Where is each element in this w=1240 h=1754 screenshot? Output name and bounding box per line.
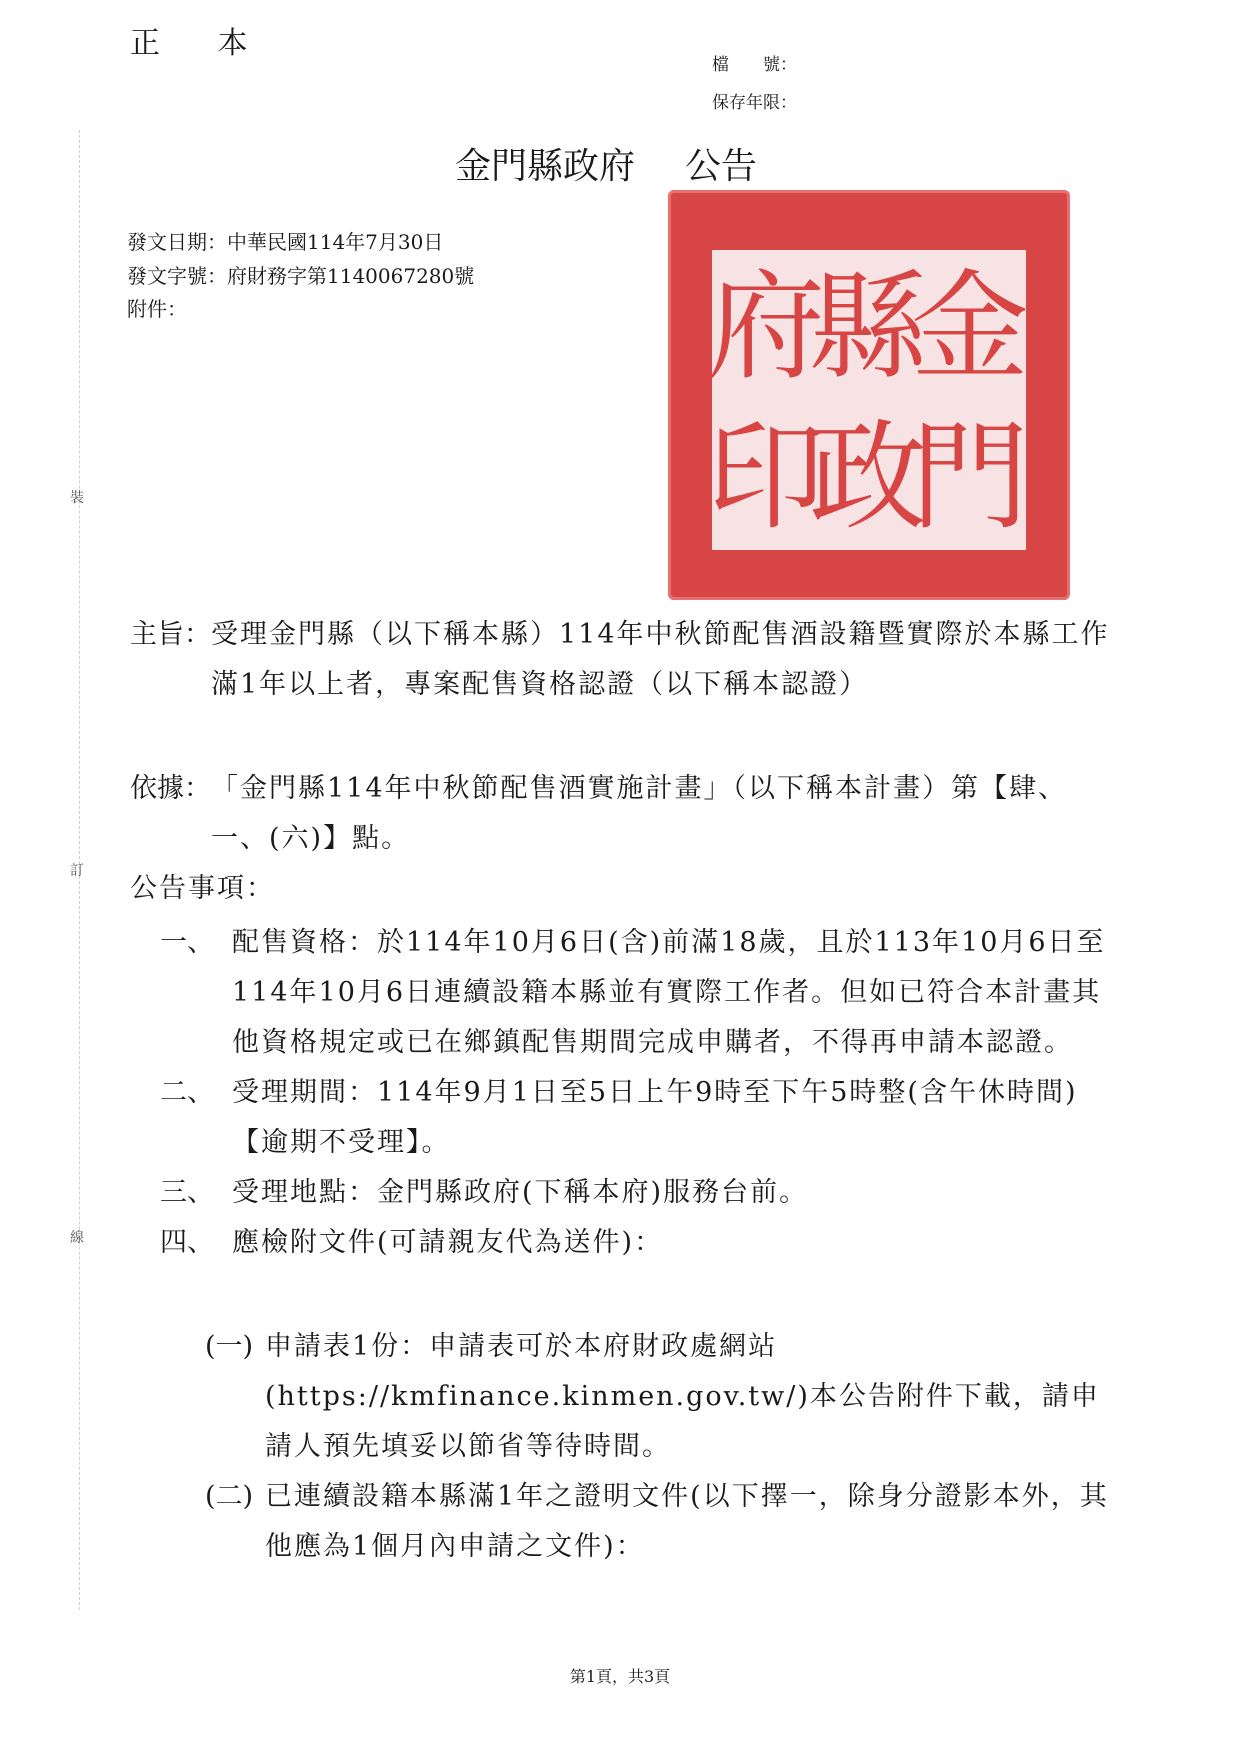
- document-number: 發文字號：府財務字第1140067280號: [127, 264, 475, 288]
- seal-char: 府: [706, 258, 826, 396]
- subitem-number: (二): [205, 1481, 254, 1512]
- retention-label: 保存年限：: [712, 93, 797, 113]
- subitem-number: (一): [205, 1331, 254, 1362]
- item-number: 三、: [160, 1177, 214, 1208]
- binding-mark-zhuang: 裝: [70, 490, 84, 506]
- subject-section: [130, 610, 1110, 710]
- item-text: 受理地點：金門縣政府(下稱本府)服務台前。: [232, 1177, 809, 1208]
- item-text: 受理期間：114年9月1日至5日上午9時至下午5時整(含午休時間)【逾期不受理】。: [232, 1077, 1078, 1158]
- copy-mark: 正 本: [130, 26, 272, 61]
- seal-char: 印: [706, 408, 826, 546]
- binding-mark-ding: 訂: [70, 863, 84, 879]
- notice-subitem: [205, 1322, 1110, 1472]
- basis-label: 依據：: [130, 773, 211, 804]
- seal-char: 縣: [808, 258, 928, 396]
- seal-char: 金: [910, 258, 1030, 396]
- basis-text: 「金門縣114年中秋節配售酒實施計畫」（以下稱本計畫）第【肆、一、(六)】點。: [211, 773, 1068, 854]
- title-org: 金門縣政府: [455, 146, 636, 187]
- notice-item: [160, 1068, 1110, 1168]
- item-number: 二、: [160, 1077, 214, 1108]
- seal-graphic: [668, 190, 1070, 600]
- notice-item: [160, 1218, 1110, 1268]
- notice-items: [160, 918, 1110, 1268]
- subject-text: 受理金門縣（以下稱本縣）114年中秋節配售酒設籍暨實際於本縣工作滿1年以上者，專案配售資格認證（以下稱本認證）: [211, 619, 1110, 700]
- item-number: 四、: [160, 1227, 214, 1258]
- file-number-label: 檔 號：: [712, 55, 797, 75]
- attachment-label: 附件：: [127, 297, 187, 321]
- notice-item: [160, 918, 1110, 1068]
- seal-char: 政: [808, 408, 928, 546]
- page-number: 第1頁，共3頁: [569, 1667, 671, 1686]
- notice-title: 公告事項：: [130, 873, 275, 904]
- notice-subitem: [205, 1472, 1110, 1572]
- document-title: [455, 138, 757, 189]
- notice-item: [160, 1168, 1110, 1218]
- binding-mark-xian: 線: [70, 1230, 84, 1246]
- subject-label: 主旨：: [130, 619, 211, 650]
- item-number: 一、: [160, 927, 214, 958]
- official-seal: [668, 190, 1070, 600]
- subitem-text: 申請表1份：申請表可於本府財政處網站(https://kmfinance.kinmen.gov.tw/)本公告附件下載，請申請人預先填妥以節省等待時間。: [265, 1331, 1100, 1462]
- subitem-text: 已連續設籍本縣滿1年之證明文件(以下擇一，除身分證影本外，其他應為1個月內申請之文件)：: [265, 1481, 1109, 1562]
- issue-date: 發文日期：中華民國114年7月30日: [127, 230, 444, 254]
- item-text: 配售資格：於114年10月6日(含)前滿18歲，且於113年10月6日至114年10月6日連續設籍本縣並有實際工作者。但如已符合本計畫其他資格規定或已在鄉鎮配售期間完成申購者，不得再申請本認證。: [232, 927, 1106, 1058]
- notice-subitems: [205, 1322, 1110, 1572]
- item-text: 應檢附文件(可請親友代為送件)：: [232, 1227, 664, 1258]
- basis-section: [130, 764, 1110, 864]
- title-type: 公告: [685, 146, 758, 187]
- seal-char: 門: [910, 408, 1030, 546]
